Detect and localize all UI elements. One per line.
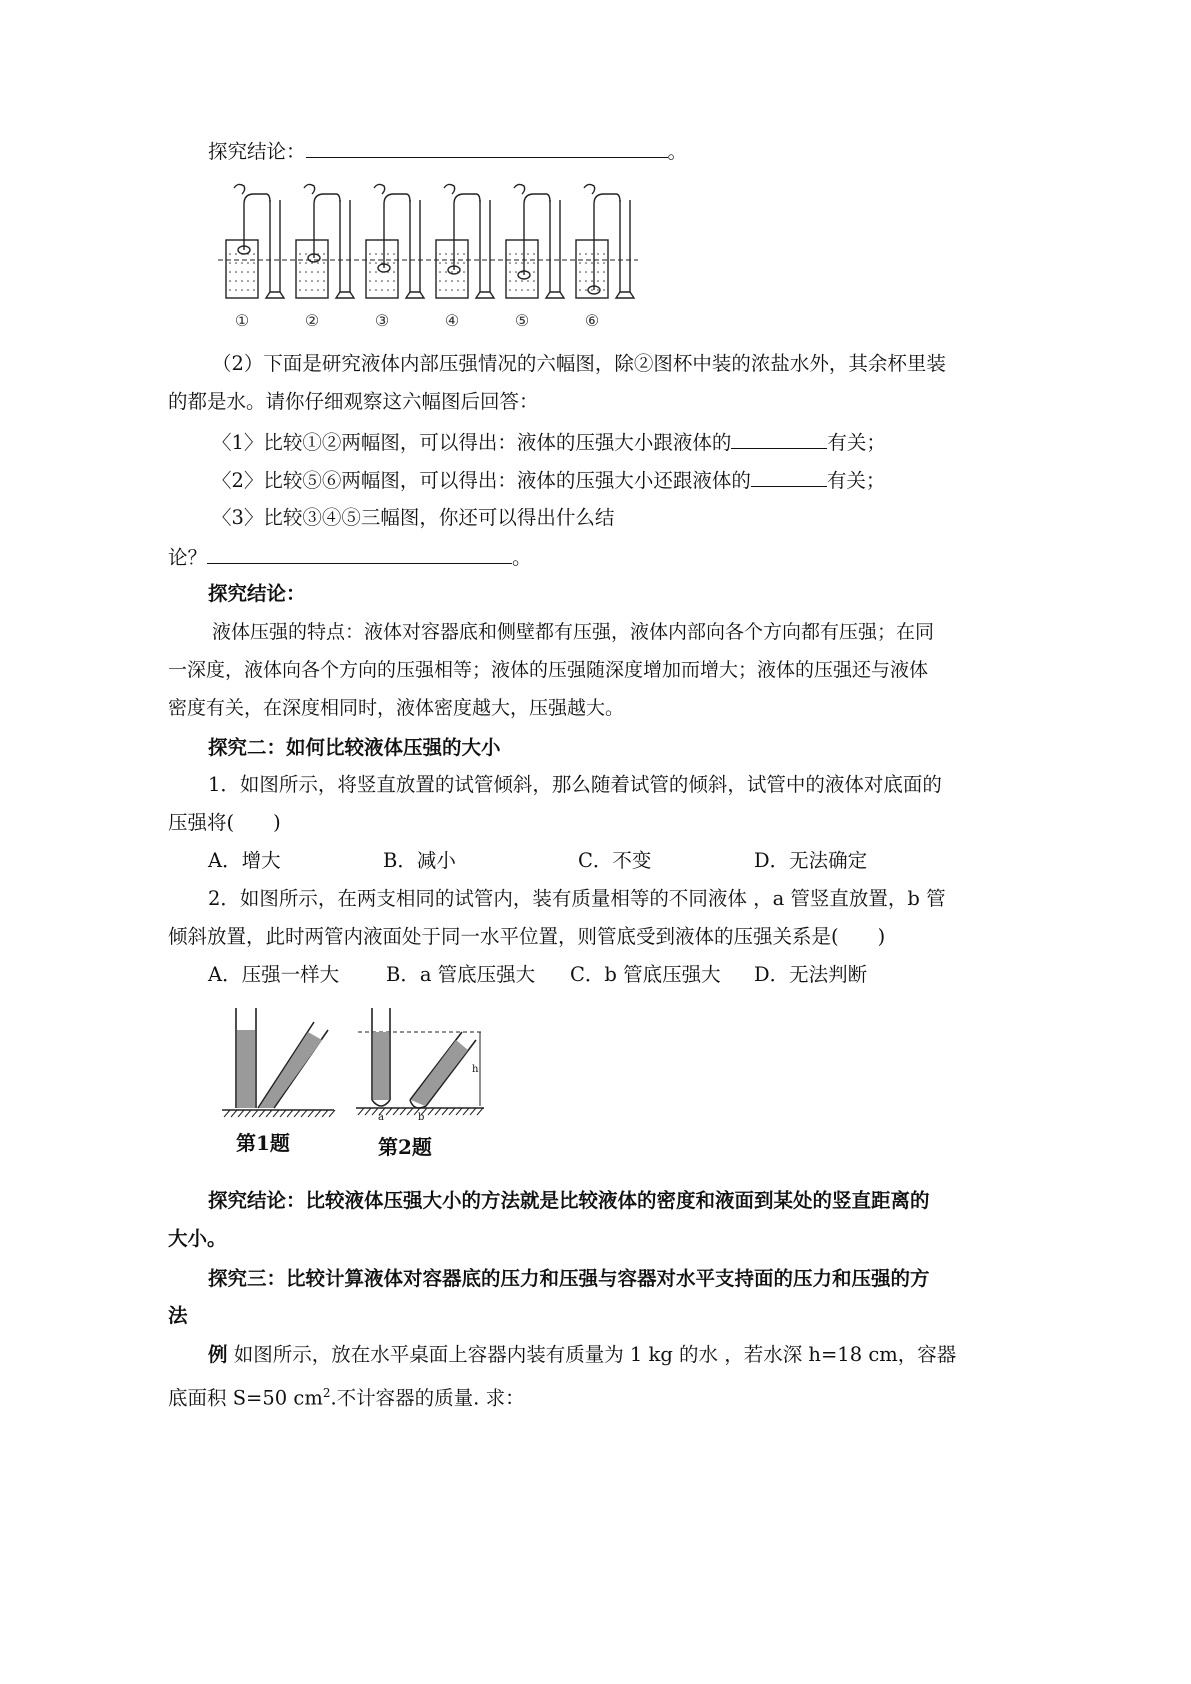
fig2-label-h: h [472,1064,479,1075]
conclusion-text-line2: 一深度，液体向各个方向的压强相等；液体的压强随深度增加而增大；液体的压强还与液体 [168,659,929,681]
example-line1 [208,1342,956,1368]
q2-sub1-end: 有关； [827,431,886,454]
answer-blank[interactable] [306,137,668,158]
panel-label: ④ [444,311,460,330]
q2-option-c[interactable]: C．b 管底压强大 [570,963,721,986]
q1-line2: 压强将( ) [168,811,281,834]
period: 。 [667,140,688,163]
apparatus-panel [506,184,564,298]
answer-blank[interactable] [751,466,827,487]
panel-label: ⑥ [584,311,600,330]
apparatus-panel [576,184,634,298]
explore3-heading-line2: 法 [168,1304,188,1327]
conclusion-text-line3: 密度有关，在深度相同时，液体密度越大，压强越大。 [168,697,625,719]
answer-blank[interactable] [207,543,512,564]
q1-option-b[interactable]: B．减小 [383,849,456,872]
q2-sub1 [212,428,886,456]
panel-label: ③ [374,311,390,330]
q1-line1: 1．如图所示，将竖直放置的试管倾斜，那么随着试管的倾斜，试管中的液体对底面的 [208,773,942,796]
q2-line1: 2．如图所示，在两支相同的试管内，装有质量相等的不同液体 ，a 管竖直放置，b 管 [208,887,946,910]
q2-sub1-text: 〈1〉比较①②两幅图，可以得出：液体的压强大小跟液体的 [212,431,732,454]
apparatus-panel [296,184,354,298]
six-panel-pressure-figure [218,180,638,332]
conclusion-label: 探究结论： [208,140,306,163]
q2-option-d[interactable]: D．无法判断 [754,963,868,986]
conclusion-heading: 探究结论： [208,582,306,605]
explore3-heading-line1: 探究三：比较计算液体对容器底的压力和压强与容器对水平支持面的压力和压强的方 [208,1267,930,1290]
q2-option-b[interactable]: B．a 管底压强大 [386,963,536,986]
figure-question1 [218,1000,338,1165]
q1-option-c[interactable]: C．不变 [578,849,652,872]
example-label: 例 [208,1343,228,1366]
q1-option-a[interactable]: A．增大 [208,849,281,872]
apparatus-panel [366,184,424,298]
panel-label: ① [234,311,250,330]
fig2-caption: 第2题 [378,1135,432,1159]
period: 。 [512,546,532,569]
conclusion-line-1 [208,137,687,165]
answer-blank[interactable] [731,428,827,449]
panel-label: ② [304,311,320,330]
q1-option-d[interactable]: D．无法确定 [754,849,868,872]
example-line2 [168,1380,525,1412]
q2-sub2-end: 有关； [826,469,886,492]
figure-question2 [352,1000,492,1165]
q2-intro-line2: 的都是水。请你仔细观察这六幅图后回答： [168,390,539,413]
q2-sub3: 〈3〉比较③④⑤三幅图，你还可以得出什么结 [212,506,615,529]
example-text-a: 底面积 S=50 cm [168,1386,323,1410]
q2-sub3-prefix: 论？ [168,546,208,569]
q2-intro-line1: （2）下面是研究液体内部压强情况的六幅图，除②图杯中装的浓盐水外，其余杯里装 [212,352,946,375]
fig1-caption: 第1题 [236,1131,290,1155]
apparatus-panel [436,184,494,298]
fig2-label-a: a [378,1112,384,1123]
q2-sub2 [212,466,885,494]
fig2-label-b: b [418,1112,425,1123]
q2-line2: 倾斜放置，此时两管内液面处于同一水平位置，则管底受到液体的压强关系是( ) [168,925,886,948]
q2-option-a[interactable]: A．压强一样大 [208,963,340,986]
conclusion2-line2: 大小。 [168,1227,227,1250]
conclusion2-line1: 探究结论：比较液体压强大小的方法就是比较液体的密度和液面到某处的竖直距离的 [208,1189,930,1212]
panel-label: ⑤ [514,311,530,330]
q2-sub3-cont [168,543,532,571]
explore2-heading: 探究二：如何比较液体压强的大小 [208,736,501,759]
conclusion-text-line1: 液体压强的特点：液体对容器底和侧壁都有压强，液体内部向各个方向都有压强；在同 [212,621,935,643]
apparatus-panel [226,184,284,298]
superscript: 2 [322,1386,331,1400]
example-text: 如图所示，放在水平桌面上容器内装有质量为 1 kg 的水 ，若水深 h=18 cm，容器 [227,1343,957,1366]
q2-sub2-text: 〈2〉比较⑤⑥两幅图，可以得出：液体的压强大小还跟液体的 [212,469,751,492]
example-text-b: .不计容器的质量. 求： [330,1386,525,1410]
